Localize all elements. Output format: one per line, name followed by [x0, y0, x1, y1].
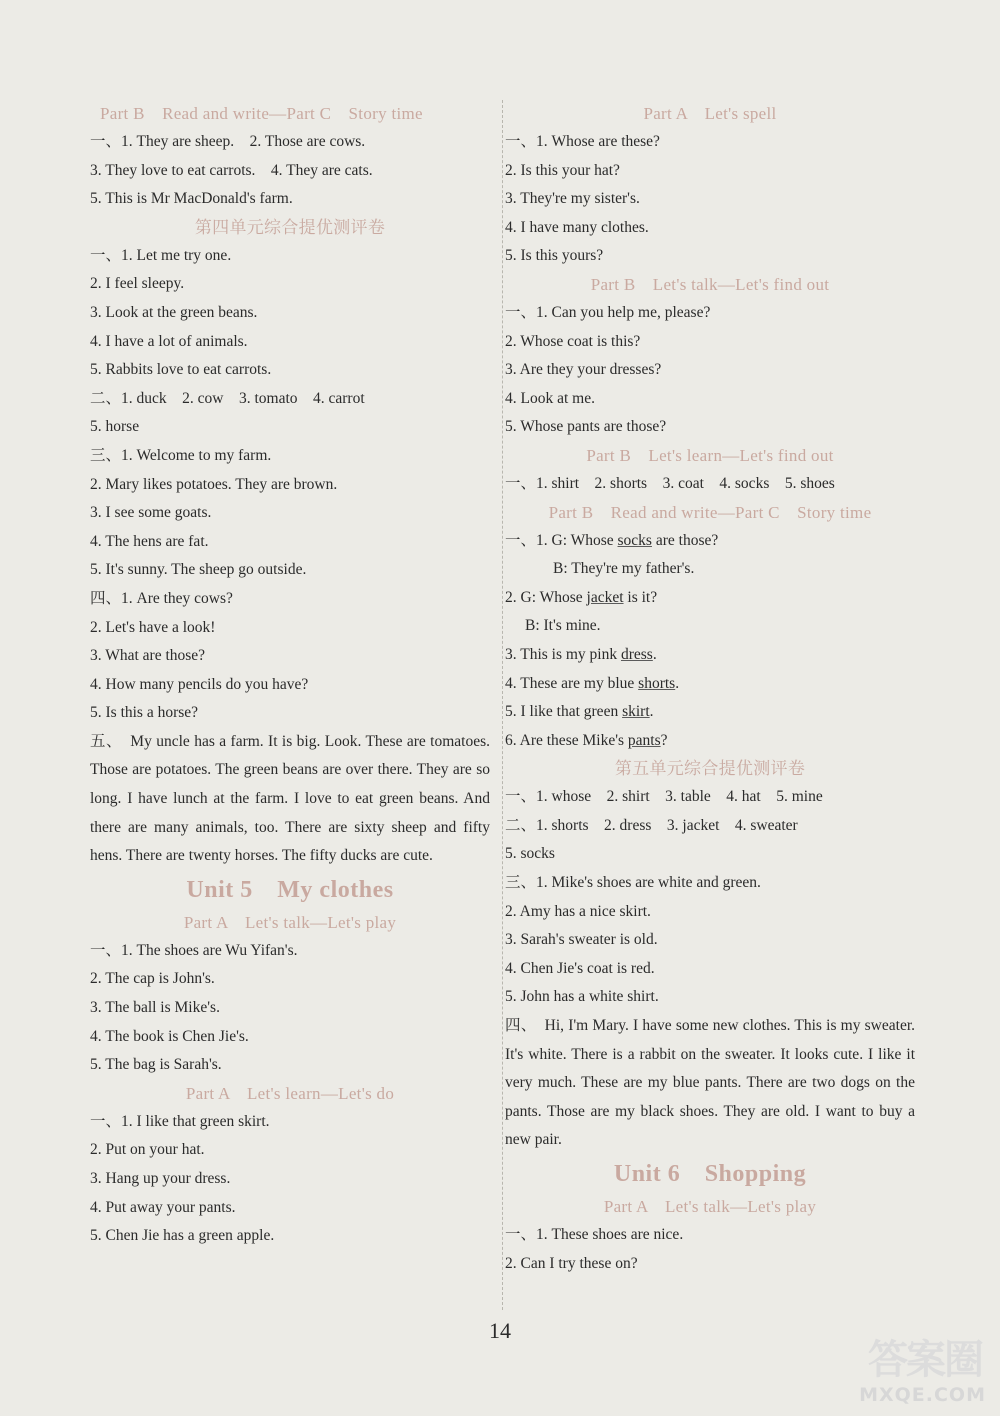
section-title: Part A Let's spell [643, 104, 777, 123]
answer-line: 2. Is this your hat? [505, 161, 620, 179]
section-title: Part A Let's talk—Let's play [183, 912, 397, 932]
section-title: Part B Read and write—Part C Story time [100, 104, 423, 123]
section-unit6 [505, 1155, 915, 1278]
answer-line [505, 698, 915, 727]
answer-line: 2. Amy has a nice skirt. [505, 902, 651, 920]
right-column [505, 100, 915, 1278]
answer-line [505, 670, 915, 699]
answer-line: 5. John has a white shirt. [505, 988, 659, 1006]
answer-line: 一、1. Whose are these? [505, 133, 660, 150]
underlined-answer: shorts [638, 674, 676, 692]
answer-line: 5. horse [90, 418, 140, 436]
answer-line: 4. Look at me. [505, 389, 595, 407]
section-title: Part A Let's learn—Let's do [185, 1083, 395, 1103]
answer-line: 二、1. duck 2. cow 3. tomato 4. carrot [90, 389, 365, 407]
column-divider [502, 100, 503, 1310]
answer-line: 一、1. Let me try one. [90, 246, 232, 264]
answer-line: 2. Put on your hat. [90, 1141, 205, 1159]
answer-line: 5. It's sunny. The sheep go outside. [90, 561, 307, 579]
answer-line: 2. Mary likes potatoes. They are brown. [90, 475, 338, 493]
section-title: Part B Let's learn—Let's find out [586, 445, 834, 465]
answer-line: 3. Look at the green beans. [90, 303, 258, 321]
section-left-part-b-read-write [90, 100, 490, 214]
unit-title: Unit 6 Shopping [613, 1161, 807, 1187]
answer-text: . [649, 703, 654, 721]
answer-line: 5. Rabbits love to eat carrots. [90, 361, 272, 379]
answer-text: is it? [623, 588, 658, 606]
answer-line: 5. Whose pants are those? [505, 418, 667, 436]
answer-text: 6. Are these Mike's [505, 731, 628, 749]
watermark-site: MXQE.COM [859, 1384, 986, 1406]
answer-line: 4. How many pencils do you have? [90, 675, 309, 693]
answer-line: 一、1. They are sheep. 2. Those are cows. [90, 133, 366, 150]
section-unit5 [90, 871, 490, 1251]
answer-line: 2. Whose coat is this? [505, 332, 641, 350]
answer-line: 5. Is this yours? [505, 247, 604, 265]
section-unit5-test [505, 755, 915, 1155]
answer-line: 4. The book is Chen Jie's. [90, 1027, 249, 1045]
answer-line: 一、1. These shoes are nice. [505, 1226, 684, 1243]
section-title: 第四单元综合提优测评卷 [194, 217, 386, 237]
underlined-answer: dress [620, 645, 653, 663]
answer-text: 2. G: Whose [505, 588, 587, 606]
answer-line: 一、1. shirt 2. shorts 3. coat 4. socks 5. shoes [505, 474, 835, 492]
answer-text: 4. These are my blue [505, 674, 639, 692]
unit-title: Unit 5 My clothes [186, 876, 394, 903]
answer-text: 3. This is my pink [505, 645, 621, 663]
answer-line: 5. This is Mr MacDonald's farm. [90, 190, 293, 208]
answer-line: 5. socks [505, 845, 555, 863]
answer-text: are those? [651, 531, 719, 549]
answer-text: ? [660, 731, 668, 749]
answer-line: 3. What are those? [90, 647, 206, 665]
answer-line: 3. Are they your dresses? [505, 361, 662, 379]
section-title: 第五单元综合提优测评卷 [614, 759, 806, 779]
answer-line [505, 727, 915, 756]
answer-line: 一、1. whose 2. shirt 3. table 4. hat 5. mine [505, 788, 823, 806]
answer-line: 3. Hang up your dress. [90, 1170, 231, 1187]
answer-line: 2. Can I try these on? [505, 1254, 638, 1272]
answer-line: 三、1. Welcome to my farm. [90, 446, 272, 464]
answer-line: 4. I have a lot of animals. [90, 332, 248, 350]
answer-text: . [675, 674, 680, 692]
answer-line [505, 584, 915, 613]
answer-line: 2. Let's have a look! [90, 618, 216, 636]
answer-line: 4. Put away your pants. [90, 1198, 236, 1216]
answer-line: B: They're my father's. [553, 560, 695, 578]
answer-line: 3. I see some goats. [90, 504, 212, 522]
answer-line: 3. They're my sister's. [505, 190, 640, 208]
answer-paragraph: 四、 Hi, I'm Mary. I have some new clothes. This is my sweater. It's white. There is a rabbit on the sweater. It looks cute. I like it very much. These are my blue pants. There are two dogs on the pants. Those are my black shoes. They are old. I want to buy a new pair. [505, 1017, 915, 1149]
section-part-a-spell [505, 100, 915, 271]
answer-line: 3. The ball is Mike's. [90, 999, 220, 1017]
answer-line: 5. Is this a horse? [90, 704, 199, 722]
answer-line: 2. I feel sleepy. [90, 275, 185, 293]
answer-line: 一、1. I like that green skirt. [90, 1112, 270, 1130]
answer-line: 5. Chen Jie has a green apple. [90, 1227, 275, 1245]
answer-line: 一、1. The shoes are Wu Yifan's. [90, 941, 298, 959]
section-part-b-talk [505, 271, 915, 442]
answer-line [505, 527, 915, 556]
answer-line: 3. They love to eat carrots. 4. They are cats. [90, 161, 373, 179]
answer-paragraph: 五、 My uncle has a farm. It is big. Look. These are tomatoes. Those are potatoes. The green beans are over there. They are so long. I have lunch at the farm. I love to eat green beans. And there are many animals, too. There are sixty sheep and fifty hens. There are twenty horses. The fifty ducks are cute. [90, 732, 490, 865]
underlined-answer: jacket [586, 588, 624, 606]
answer-line: 4. I have many clothes. [505, 218, 649, 236]
section-part-b-learn [505, 442, 915, 499]
underlined-answer: pants [627, 731, 661, 749]
section-unit4-test [90, 214, 490, 871]
answer-line: 5. The bag is Sarah's. [90, 1056, 222, 1074]
section-part-b-read-write [505, 499, 915, 756]
answer-line: 4. Chen Jie's coat is red. [505, 959, 655, 977]
answer-line: 3. Sarah's sweater is old. [505, 931, 658, 949]
section-title: Part A Let's talk—Let's play [603, 1197, 817, 1216]
answer-line: B: It's mine. [525, 617, 601, 635]
answer-text: 5. I like that green [505, 703, 623, 721]
underlined-answer: socks [617, 531, 652, 549]
answer-line: 三、1. Mike's shoes are white and green. [505, 874, 761, 892]
answer-line [505, 641, 915, 670]
answer-text: . [652, 645, 657, 663]
answer-line: 四、1. Are they cows? [90, 589, 233, 607]
answer-text: 一、1. G: Whose [505, 531, 618, 549]
watermark-logo: 答案圈 [868, 1337, 982, 1383]
underlined-answer: skirt [622, 703, 650, 721]
left-column [90, 100, 490, 1251]
section-title: Part B Read and write—Part C Story time [548, 502, 872, 522]
answer-line: 4. The hens are fat. [90, 532, 209, 550]
page-number: 14 [489, 1318, 511, 1343]
answer-line: 2. The cap is John's. [90, 970, 215, 988]
answer-line: 一、1. Can you help me, please? [505, 303, 711, 321]
section-title: Part B Let's talk—Let's find out [590, 274, 830, 294]
watermark [836, 1334, 986, 1406]
answer-line: 二、1. shorts 2. dress 3. jacket 4. sweater [505, 816, 798, 834]
